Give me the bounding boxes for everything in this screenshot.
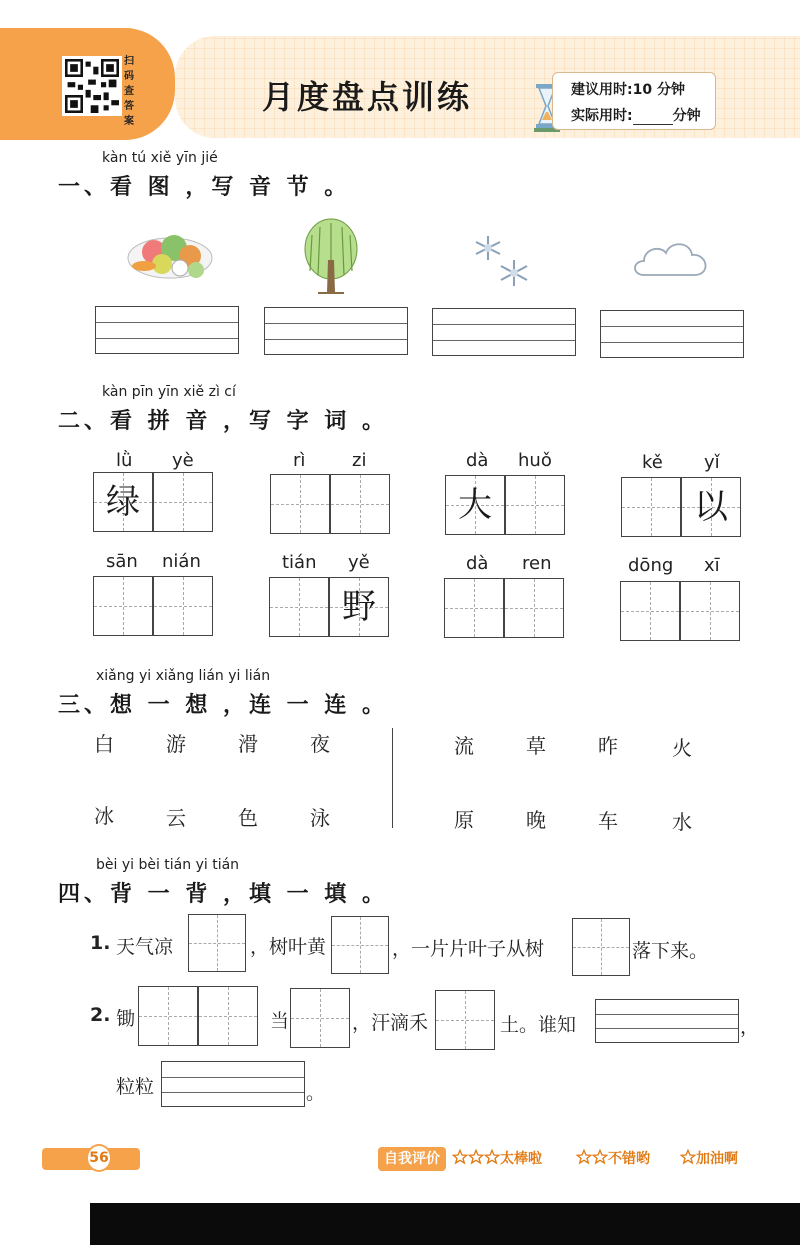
grid-char [271, 475, 329, 533]
pinyin-label: tián [282, 552, 317, 573]
tian-grid[interactable] [93, 472, 153, 532]
tian-grid[interactable] [153, 576, 213, 636]
fill-lines[interactable] [161, 1061, 305, 1107]
grid-char [622, 478, 680, 536]
grid-char [681, 582, 739, 640]
section3-heading: 三、想 一 想 ，连 一 连 。 [58, 693, 388, 718]
suggested-time: 建议用时:10 分钟 [571, 82, 685, 98]
pinyin-label: yè [172, 450, 194, 471]
grid-char [154, 577, 212, 635]
eval-option-great[interactable] [452, 1148, 542, 1168]
match-divider [392, 728, 393, 828]
question-text: 落下来。 [632, 940, 709, 962]
fill-grid[interactable] [188, 914, 246, 972]
match-char[interactable]: 昨 [598, 734, 618, 758]
question-text: 锄 [116, 1008, 136, 1030]
willow-tree-icon [298, 215, 364, 297]
tian-grid[interactable] [445, 475, 505, 535]
tian-grid[interactable] [621, 477, 681, 537]
grid-char [445, 579, 503, 637]
question-text: ，树叶黄 [250, 936, 327, 958]
fill-grid[interactable] [138, 986, 198, 1046]
section2-pinyin: kàn pīn yīn xiě zì cí [102, 384, 236, 400]
tian-grid[interactable] [270, 474, 330, 534]
qr-code-icon[interactable] [62, 56, 122, 116]
actual-time [571, 105, 701, 125]
writing-lines-3[interactable] [432, 308, 576, 356]
section4-heading: 四、背 一 背 ，填 一 填 。 [58, 882, 388, 907]
actual-time-label: 实际用时: [571, 108, 633, 124]
tian-grid[interactable] [505, 475, 565, 535]
pinyin-label: yě [348, 552, 370, 573]
star-icon [576, 1149, 592, 1165]
tian-grid[interactable] [269, 577, 329, 637]
match-char[interactable]: 原 [454, 808, 474, 832]
writing-lines-1[interactable] [95, 306, 239, 354]
match-char[interactable]: 流 [454, 734, 474, 758]
grid-char [506, 476, 564, 534]
grid-char [94, 577, 152, 635]
match-char[interactable]: 草 [526, 734, 546, 758]
grid-char [621, 582, 679, 640]
cloud-icon [632, 235, 712, 281]
qr-tab [0, 28, 175, 140]
match-char[interactable]: 白 [94, 732, 114, 756]
grid-char [270, 578, 328, 636]
actual-time-blank[interactable] [633, 111, 673, 125]
match-char[interactable]: 火 [672, 736, 692, 760]
pinyin-label: dōng [628, 555, 674, 576]
grid-char: 绿 [106, 482, 140, 522]
match-char[interactable]: 水 [672, 810, 692, 834]
grid-char [505, 579, 563, 637]
pinyin-label: huǒ [518, 450, 552, 471]
grid-char [331, 475, 389, 533]
tian-grid[interactable] [620, 581, 680, 641]
pinyin-label: lǜ [116, 450, 133, 471]
match-char[interactable]: 晚 [526, 808, 546, 832]
question-text: 当 [270, 1010, 290, 1032]
star-icon [592, 1149, 608, 1165]
question-text: 土。谁知 [500, 1014, 577, 1036]
tian-grid[interactable] [329, 577, 389, 637]
section2-heading: 二、看 拼 音 ，写 字 词 。 [58, 409, 388, 434]
writing-lines-4[interactable] [600, 310, 744, 358]
star-icon [680, 1149, 696, 1165]
qr-caption: 扫码查答案 [124, 56, 134, 127]
tian-grid[interactable] [680, 581, 740, 641]
section3-pinyin: xiǎng yi xiǎng lián yi lián [96, 668, 271, 684]
match-char[interactable]: 泳 [310, 806, 330, 830]
pinyin-label: rì [293, 450, 306, 471]
fill-grid[interactable] [572, 918, 630, 976]
writing-lines-2[interactable] [264, 307, 408, 355]
pinyin-label: zi [352, 450, 367, 471]
tian-grid[interactable] [444, 578, 504, 638]
match-char[interactable]: 冰 [94, 804, 114, 828]
match-char[interactable]: 游 [166, 732, 186, 756]
fill-grid[interactable] [331, 916, 389, 974]
grid-char: 以 [694, 487, 728, 527]
section1-heading: 一、看 图 ，写 音 节 。 [58, 175, 351, 200]
pinyin-label: nián [162, 551, 201, 572]
match-char[interactable]: 夜 [310, 732, 330, 756]
actual-time-unit: 分钟 [672, 108, 701, 124]
question-text: ， [740, 1016, 760, 1038]
grid-char [154, 473, 212, 531]
star-icon [468, 1149, 484, 1165]
eval-option-good[interactable] [576, 1148, 650, 1168]
bottom-edge [90, 1203, 800, 1245]
match-char[interactable]: 色 [238, 806, 258, 830]
tian-grid[interactable] [330, 474, 390, 534]
page-number: 56 [86, 1144, 112, 1172]
vegetables-icon [124, 222, 216, 284]
star-icon [452, 1149, 468, 1165]
pinyin-label: kě [642, 452, 663, 473]
section1-pinyin: kàn tú xiě yīn jié [102, 150, 218, 166]
tian-grid[interactable] [681, 477, 741, 537]
pinyin-label: ren [522, 553, 552, 574]
fill-grid[interactable] [435, 990, 495, 1050]
fill-grid[interactable] [290, 988, 350, 1048]
snowflake-icon [470, 232, 532, 290]
fill-lines[interactable] [595, 999, 739, 1043]
grid-char: 大 [458, 485, 492, 525]
eval-option-keep-going[interactable] [680, 1148, 738, 1168]
pinyin-label: dà [466, 450, 489, 471]
pinyin-label: yǐ [704, 452, 720, 473]
match-char[interactable]: 车 [598, 809, 618, 833]
question-text: 粒粒 [116, 1076, 155, 1098]
question-number: 1. [90, 932, 111, 954]
star-icon [484, 1149, 500, 1165]
eval-text: 太棒啦 [500, 1151, 542, 1167]
match-char[interactable]: 滑 [238, 732, 258, 756]
pinyin-label: dà [466, 553, 489, 574]
section4-pinyin: bèi yi bèi tián yi tián [96, 857, 240, 873]
tian-grid[interactable] [504, 578, 564, 638]
pinyin-label: sān [106, 551, 138, 572]
question-number: 2. [90, 1004, 111, 1026]
eval-text: 不错哟 [608, 1151, 650, 1167]
pinyin-label: xī [704, 555, 720, 576]
question-text: 。 [306, 1082, 326, 1104]
grid-char: 野 [342, 587, 376, 627]
time-box [552, 72, 716, 130]
tian-grid[interactable] [93, 576, 153, 636]
question-text: ，汗滴禾 [352, 1012, 429, 1034]
tian-grid[interactable] [153, 472, 213, 532]
question-text: ，一片片叶子从树 [392, 938, 545, 960]
page-header [0, 28, 800, 140]
match-char[interactable]: 云 [166, 806, 186, 830]
self-eval-label: 自我评价 [378, 1147, 446, 1171]
fill-grid[interactable] [198, 986, 258, 1046]
qr-code-graphic [65, 59, 119, 113]
question-text: 天气凉 [116, 936, 174, 958]
page-title: 月度盘点训练 [262, 78, 473, 116]
eval-text: 加油啊 [696, 1151, 738, 1167]
